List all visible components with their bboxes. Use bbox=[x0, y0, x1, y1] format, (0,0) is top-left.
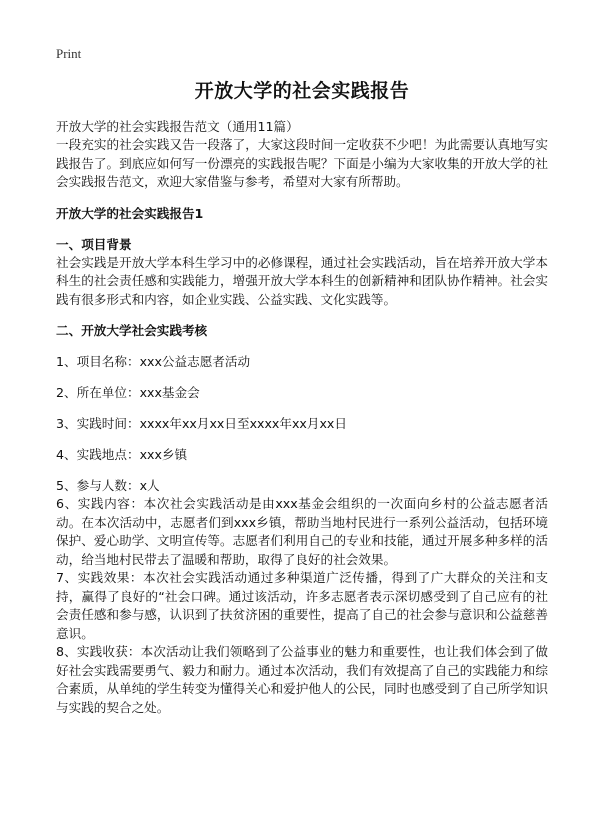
list-item: 5、参与人数：x人 bbox=[56, 478, 160, 493]
list-item: 1、项目名称：xxx公益志愿者活动 bbox=[56, 354, 251, 369]
practice-content-paragraph: 6、实践内容：本次社会实践活动是由xxx基金会组织的一次面向乡村的公益志愿者活动。在本次活动中，志愿者们到xxx乡镇，帮助当地村民进行一系列公益活动，包括环境保护、爱心助学、文明宣传等。志愿者们利用自己的专业和技能，通过开展多种多样的活动，给当地村民带去了温暖和帮助，取得了良好的社会效果。 bbox=[56, 496, 548, 567]
list-item: 2、所在单位：xxx基金会 bbox=[56, 385, 200, 400]
practice-gains-paragraph: 8、实践收获：本次活动让我们领略到了公益事业的魅力和重要性，也让我们体会到了做好社会实践需要勇气、毅力和耐力。通过本次活动，我们有效提高了自己的实践能力和综合素质，从单纯的学生转变为懂得关心和爱护他人的公民，同时也感受到了自己所学知识与实践的契合之处。 bbox=[56, 644, 548, 715]
document-body bbox=[56, 78, 548, 717]
print-link[interactable]: Print bbox=[56, 46, 82, 61]
list-item: 4、实践地点：xxx乡镇 bbox=[56, 447, 188, 462]
intro-paragraph: 一段充实的社会实践又告一段落了，大家这段时间一定收获不少吧！为此需要认真地写实践报告了。到底应如何写一份漂亮的实践报告呢？下面是小编为大家收集的开放大学的社会实践报告范文，欢迎大家借鉴与参考，希望对大家有所帮助。 bbox=[56, 137, 548, 189]
section-heading-assessment: 二、开放大学社会实践考核 bbox=[56, 323, 208, 338]
page-title: 开放大学的社会实践报告 bbox=[194, 80, 410, 102]
document-subtitle: 开放大学的社会实践报告范文（通用11篇） bbox=[56, 119, 299, 134]
section-heading-background: 一、项目背景 bbox=[56, 236, 132, 252]
list-item: 3、实践时间：xxxx年xx月xx日至xxxx年xx月xx日 bbox=[56, 416, 347, 431]
background-paragraph: 社会实践是开放大学本科生学习中的必修课程，通过社会实践活动，旨在培养开放大学本科生的社会责任感和实践能力，增强开放大学本科生的创新精神和团队协作精神。社会实践有很多形式和内容，如企业实践、公益实践、文化实践等。 bbox=[56, 254, 548, 307]
report-heading: 开放大学的社会实践报告1 bbox=[56, 205, 204, 221]
practice-effect-paragraph: 7、实践效果：本次社会实践活动通过多种渠道广泛传播，得到了广大群众的关注和支持，赢得了良好的“社会口碑。通过该活动，许多志愿者表示深切感受到了自己应有的社会责任感和参与感，认识到了扶贫济困的重要性，提高了自己的社会参与意识和公益慈善意识。 bbox=[56, 570, 548, 641]
